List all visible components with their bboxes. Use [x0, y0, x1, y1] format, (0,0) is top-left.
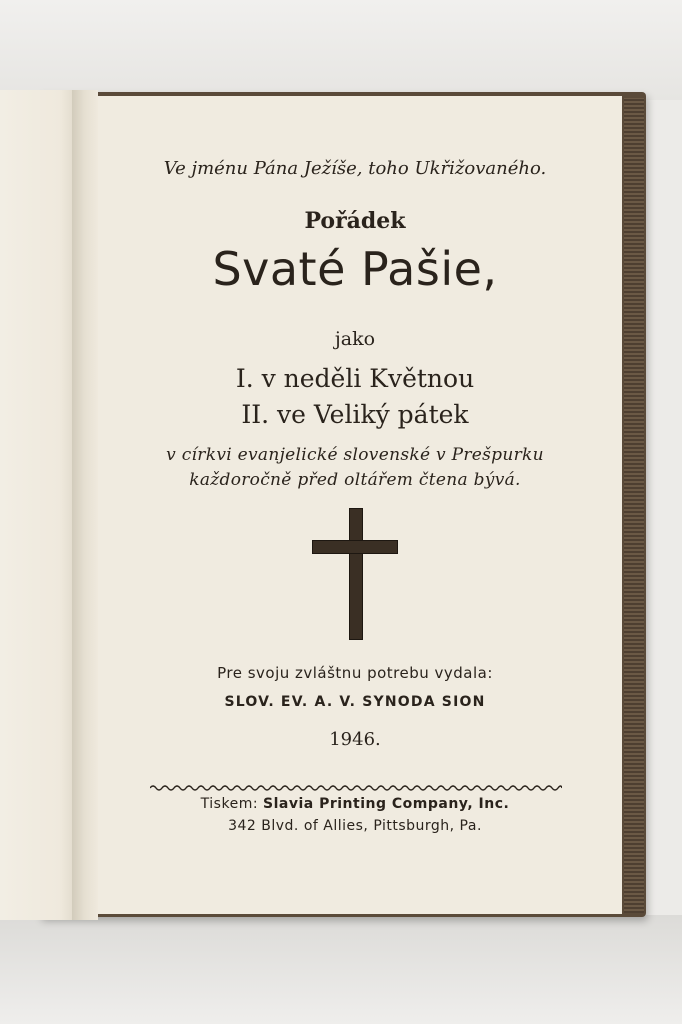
main-title: Svaté Pašie, — [212, 242, 498, 296]
background-bottom — [0, 915, 682, 1024]
wavy-divider — [150, 782, 562, 794]
background-top — [0, 0, 682, 100]
book-cover-edge — [624, 98, 644, 913]
publication-year: 1946. — [329, 729, 381, 750]
description-line-1: v církvi evanjelické slovenské v Prešpurku — [166, 445, 544, 465]
printer-line — [88, 796, 622, 812]
publisher-name: SLOV. EV. A. V. SYNODA SION — [224, 694, 486, 710]
cross-vertical-bar — [349, 508, 363, 640]
heading: Pořádek — [304, 208, 406, 234]
printer-name: Slavia Printing Company, Inc. — [263, 796, 510, 812]
item-good-friday: II. ve Veliký pátek — [241, 400, 469, 429]
publisher-note: Pre svoju zvláštnu potrebu vydala: — [217, 664, 493, 682]
description-line-2: každoročně před oltářem čtena bývá. — [189, 470, 521, 490]
left-page — [0, 90, 80, 920]
cross-horizontal-bar — [312, 540, 398, 554]
cross-icon — [312, 508, 398, 640]
dedication-line: Ve jménu Pána Ježíše, toho Ukřižovaného. — [163, 158, 547, 179]
printer-prefix: Tiskem: — [200, 796, 259, 812]
printer-address: 342 Blvd. of Allies, Pittsburgh, Pa. — [228, 818, 482, 834]
item-palm-sunday: I. v neděli Květnou — [235, 364, 475, 393]
jako-line: jako — [334, 328, 376, 350]
